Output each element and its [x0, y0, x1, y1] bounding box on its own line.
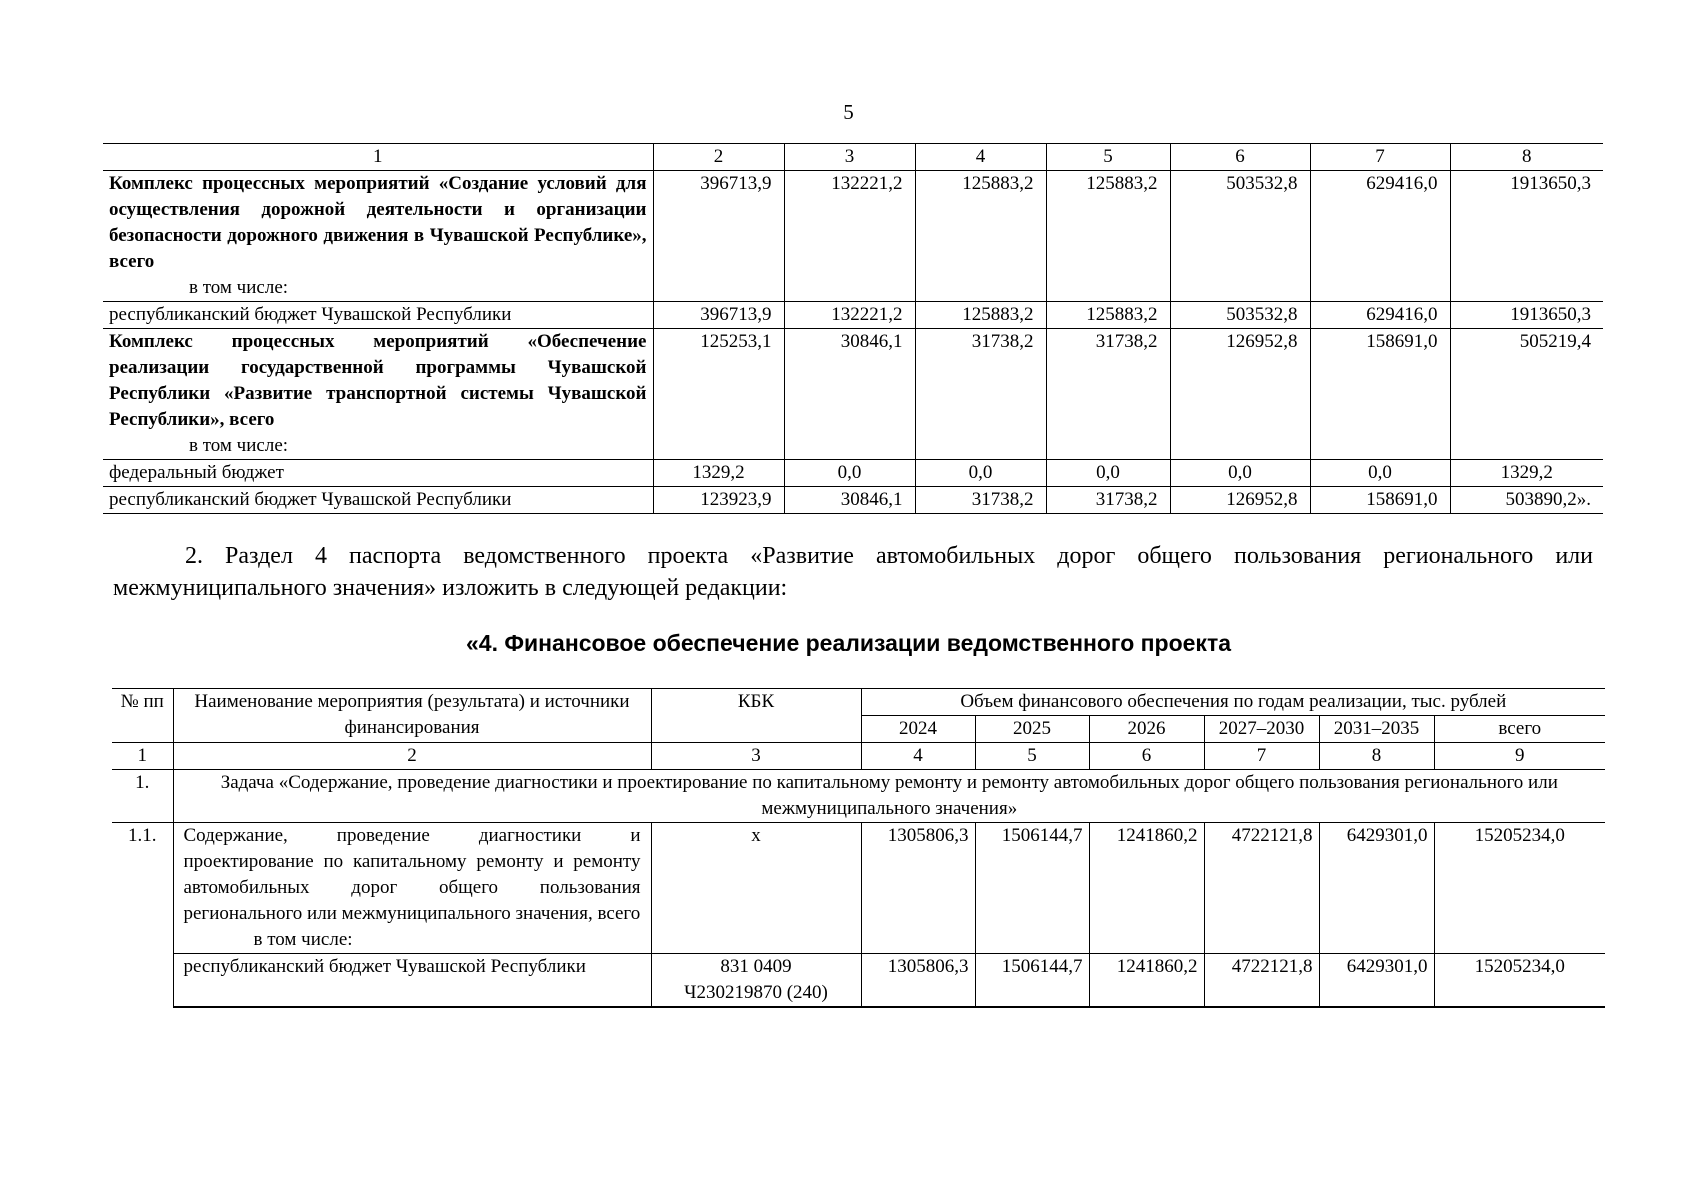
- column-number-row: [103, 144, 1603, 171]
- header-cell: 3: [651, 743, 861, 770]
- value-cell: 31738,2: [1046, 329, 1170, 460]
- header-kbk: КБК: [651, 689, 861, 743]
- budget-table-continuation: [103, 143, 1603, 514]
- value-cell: 6429301,0: [1319, 823, 1434, 954]
- year-header: 2031–2035: [1319, 716, 1434, 743]
- value-cell: 158691,0: [1310, 487, 1450, 514]
- value-cell: 505219,4: [1450, 329, 1603, 460]
- amendment-paragraph: [113, 540, 1593, 604]
- year-header: 2025: [975, 716, 1089, 743]
- value-cell: 15205234,0: [1434, 954, 1605, 1008]
- value-cell: 1241860,2: [1089, 823, 1204, 954]
- value-cell: 158691,0: [1310, 329, 1450, 460]
- header-cell: 5: [975, 743, 1089, 770]
- task-number: 1.: [112, 770, 173, 823]
- value-cell: 503532,8: [1170, 302, 1310, 329]
- value-cell: 4722121,8: [1204, 823, 1319, 954]
- value-cell: 31738,2: [915, 329, 1046, 460]
- value-cell: 396713,9: [653, 171, 784, 302]
- table-row: [103, 302, 1603, 329]
- header-cell: 7: [1310, 144, 1450, 171]
- column-number-row: [112, 743, 1605, 770]
- financing-table: [112, 688, 1605, 1008]
- row-label: федеральный бюджет: [103, 460, 653, 487]
- value-cell: 396713,9: [653, 302, 784, 329]
- sub-label: в том числе:: [253, 929, 353, 950]
- header-cell: 1: [112, 743, 173, 770]
- sub-row-name: республиканский бюджет Чувашской Республики: [173, 954, 651, 1008]
- group-title: Комплекс процессных мероприятий «Создание условий для осуществления дорожной деятельности и организации безопасности дорожного движения в Чувашской Республике», всего: [109, 173, 647, 272]
- value-cell: 125253,1: [653, 329, 784, 460]
- value-cell: 125883,2: [915, 171, 1046, 302]
- table-row: [112, 823, 1605, 954]
- header-num: № пп: [112, 689, 173, 743]
- value-cell: 31738,2: [915, 487, 1046, 514]
- header-cell: 4: [915, 144, 1046, 171]
- page-number: 5: [843, 100, 854, 124]
- table-row: [103, 171, 1603, 302]
- value-cell: 0,0: [1310, 460, 1450, 487]
- value-cell: 15205234,0: [1434, 823, 1605, 954]
- item-number: 1.1.: [112, 823, 173, 1008]
- header-cell: 8: [1450, 144, 1603, 171]
- header-cell: 3: [784, 144, 915, 171]
- table-row: [103, 329, 1603, 460]
- value-cell: 1506144,7: [975, 954, 1089, 1008]
- header-name: Наименование мероприятия (результата) и источники финансирования: [173, 689, 651, 743]
- year-header: 2026: [1089, 716, 1204, 743]
- section-heading: «4. Финансовое обеспечение реализации ведомственного проекта: [466, 630, 1231, 656]
- table-row: [112, 954, 1605, 1008]
- value-cell: 1241860,2: [1089, 954, 1204, 1008]
- value-cell: 125883,2: [915, 302, 1046, 329]
- value-cell: 1329,2: [653, 460, 784, 487]
- value-cell: 503532,8: [1170, 171, 1310, 302]
- value-cell: 0,0: [1170, 460, 1310, 487]
- year-header: 2024: [861, 716, 975, 743]
- header-cell: 7: [1204, 743, 1319, 770]
- value-cell: 629416,0: [1310, 171, 1450, 302]
- header-cell: 1: [103, 144, 653, 171]
- value-cell: 132221,2: [784, 302, 915, 329]
- header-cell: 8: [1319, 743, 1434, 770]
- value-cell: 125883,2: [1046, 302, 1170, 329]
- group-title: Комплекс процессных мероприятий «Обеспечение реализации государственной программы Чувашской Республики «Развитие транспортной системы Чувашской Республики», всего: [109, 331, 647, 430]
- header-cell: 2: [173, 743, 651, 770]
- header-cell: 2: [653, 144, 784, 171]
- sub-label: в том числе:: [189, 277, 289, 298]
- table-row: [103, 487, 1603, 514]
- item-name: Содержание, проведение диагностики и проектирование по капитальному ремонту и ремонту автомобильных дорог общего пользования регионального или межмуниципального значения, всего: [183, 825, 641, 924]
- value-cell: 0,0: [1046, 460, 1170, 487]
- header-cell: 6: [1170, 144, 1310, 171]
- row-label: республиканский бюджет Чувашской Республики: [103, 487, 653, 514]
- value-cell: 6429301,0: [1319, 954, 1434, 1008]
- value-cell: 0,0: [915, 460, 1046, 487]
- header-row: [112, 689, 1605, 716]
- value-cell: 30846,1: [784, 487, 915, 514]
- year-header: 2027–2030: [1204, 716, 1319, 743]
- value-cell: 1913650,3: [1450, 171, 1603, 302]
- value-cell: 0,0: [784, 460, 915, 487]
- paragraph-text: 2. Раздел 4 паспорта ведомственного проекта «Развитие автомобильных дорог общего пользования регионального или межмуниципального значения» изложить в следующей редакции:: [113, 543, 1593, 601]
- value-cell: 1329,2: [1450, 460, 1603, 487]
- task-text: Задача «Содержание, проведение диагностики и проектирование по капитальному ремонту и ремонту автомобильных дорог общего пользования регионального или межмуниципального значения»: [173, 770, 1605, 823]
- value-cell: 132221,2: [784, 171, 915, 302]
- header-cell: 6: [1089, 743, 1204, 770]
- row-label: республиканский бюджет Чувашской Республики: [103, 302, 653, 329]
- value-cell: 1305806,3: [861, 954, 975, 1008]
- kbk-cell: х: [651, 823, 861, 954]
- header-cell: 4: [861, 743, 975, 770]
- header-volume: Объем финансового обеспечения по годам реализации, тыс. рублей: [861, 689, 1605, 716]
- sub-label: в том числе:: [189, 435, 289, 456]
- value-cell: 126952,8: [1170, 487, 1310, 514]
- year-header: всего: [1434, 716, 1605, 743]
- value-cell: 1305806,3: [861, 823, 975, 954]
- table-row: [103, 460, 1603, 487]
- value-cell: 1506144,7: [975, 823, 1089, 954]
- value-cell: 30846,1: [784, 329, 915, 460]
- value-cell: 125883,2: [1046, 171, 1170, 302]
- kbk-cell: 831 0409 Ч230219870 (240): [651, 954, 861, 1008]
- value-cell: 31738,2: [1046, 487, 1170, 514]
- value-cell: 126952,8: [1170, 329, 1310, 460]
- header-cell: 5: [1046, 144, 1170, 171]
- value-cell: 503890,2».: [1450, 487, 1603, 514]
- value-cell: 4722121,8: [1204, 954, 1319, 1008]
- header-cell: 9: [1434, 743, 1605, 770]
- task-row: [112, 770, 1605, 823]
- value-cell: 1913650,3: [1450, 302, 1603, 329]
- value-cell: 123923,9: [653, 487, 784, 514]
- value-cell: 629416,0: [1310, 302, 1450, 329]
